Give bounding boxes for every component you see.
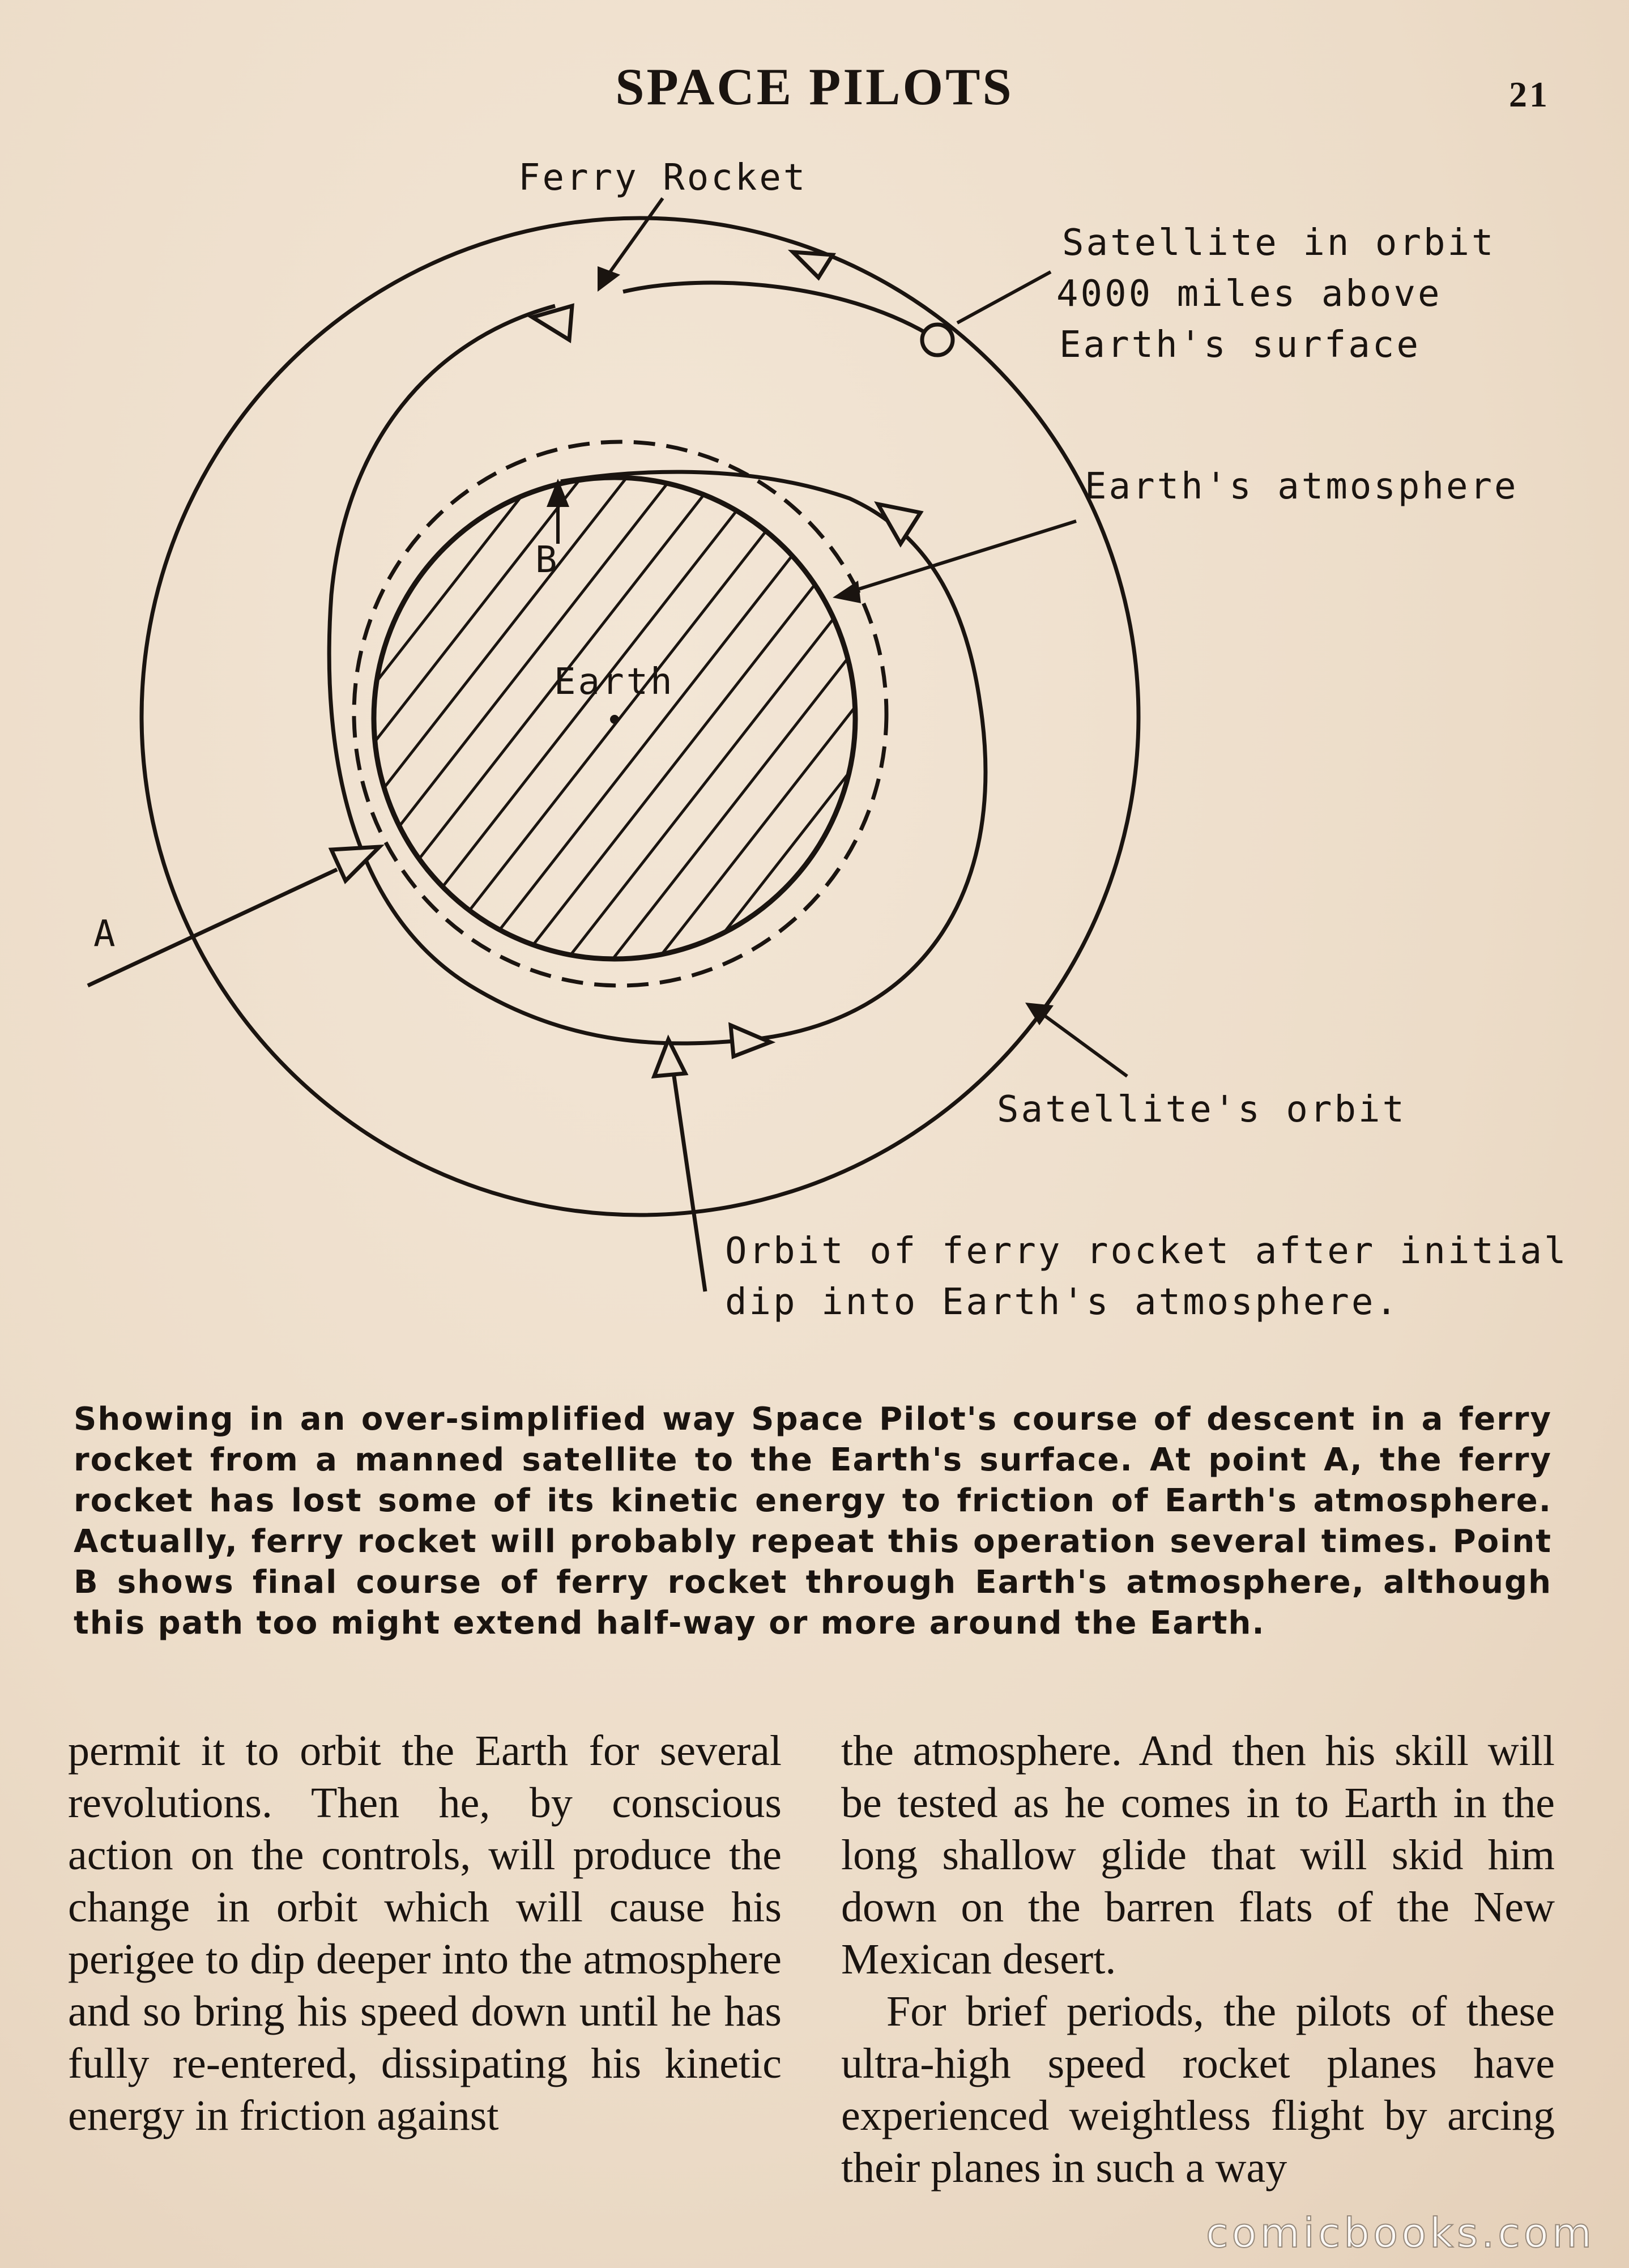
label-point-b: B <box>535 539 560 581</box>
label-ferry-orbit-line2: dip into Earth's atmosphere. <box>725 1281 1400 1323</box>
body-column-left <box>68 1725 782 2142</box>
figure-caption: Showing in an over-simplified way Space Pilot's course of descent in a ferry rocket from a manned satellite to the Earth's surface. At point A, the ferry rocket has lost some of its kinetic energy to friction of Earth's atmosphere. Actually, ferry rocket will probably repeat this operation several times. Point B shows final course of ferry rocket through Earth's atmosphere, although this path too might extend half-way or more around the Earth. <box>74 1401 1552 1642</box>
pointer-arrowhead <box>833 581 861 603</box>
label-satellite-line3: Earth's surface <box>1059 324 1421 366</box>
pointer-arrowhead <box>598 266 620 292</box>
label-ferry-orbit-line1: Orbit of ferry rocket after initial <box>725 1230 1568 1272</box>
ferry-direction-arrow <box>878 504 920 544</box>
satellite-departure-path <box>623 283 937 340</box>
label-earth: Earth <box>554 661 675 703</box>
atmosphere-dashed-circle <box>354 442 886 986</box>
label-ferry-rocket: Ferry Rocket <box>518 157 808 199</box>
satellite-orbit-circle <box>142 218 1138 1215</box>
ferry-orbit-pointer <box>674 1076 705 1291</box>
body-paragraph: For brief periods, the pilots of these ultra-high speed rocket planes have experienced weightless flight by arcing their planes in such a way <box>841 1988 1555 2192</box>
atmosphere-pointer <box>850 521 1076 592</box>
label-atmosphere: Earth's atmosphere <box>1085 466 1519 508</box>
watermark: comicbooks.com <box>1205 2209 1595 2257</box>
earth-hatching <box>68 453 1144 1076</box>
ferry-direction-arrow <box>731 1025 770 1056</box>
orbit-direction-arrow <box>793 252 833 278</box>
body-paragraph: permit it to orbit the Earth for several revolutions. Then he, by conscious action on the controls, will produce the change in orbit which will cause his perigee to dip deeper into the atmosphere and so bring his speed down until he has fully re-entered, dissipating his kinetic energy in friction against <box>68 1727 782 2139</box>
body-column-right <box>841 1725 1555 2194</box>
point-a-pointer <box>88 869 337 986</box>
page-title: SPACE PILOTS <box>615 58 1014 116</box>
label-satellite-line1: Satellite in orbit <box>1062 222 1496 264</box>
body-paragraph: the atmosphere. And then his skill will be tested as he comes in to Earth in the long shallow glide that will skid him down on the barren flats of the New Mexican desert. <box>841 1727 1555 1983</box>
pointer-arrowhead <box>1025 1003 1054 1025</box>
satellite-marker <box>922 325 953 355</box>
label-satellite-line2: 4000 miles above <box>1056 273 1442 315</box>
label-satellites-orbit: Satellite's orbit <box>997 1089 1407 1131</box>
satellite-pointer <box>957 272 1051 323</box>
satellites-orbit-pointer <box>1042 1014 1127 1076</box>
page-number: 21 <box>1509 74 1550 114</box>
earth-center-dot <box>610 715 619 724</box>
label-point-a: A <box>93 913 118 955</box>
ferry-rocket-pointer <box>606 198 663 278</box>
